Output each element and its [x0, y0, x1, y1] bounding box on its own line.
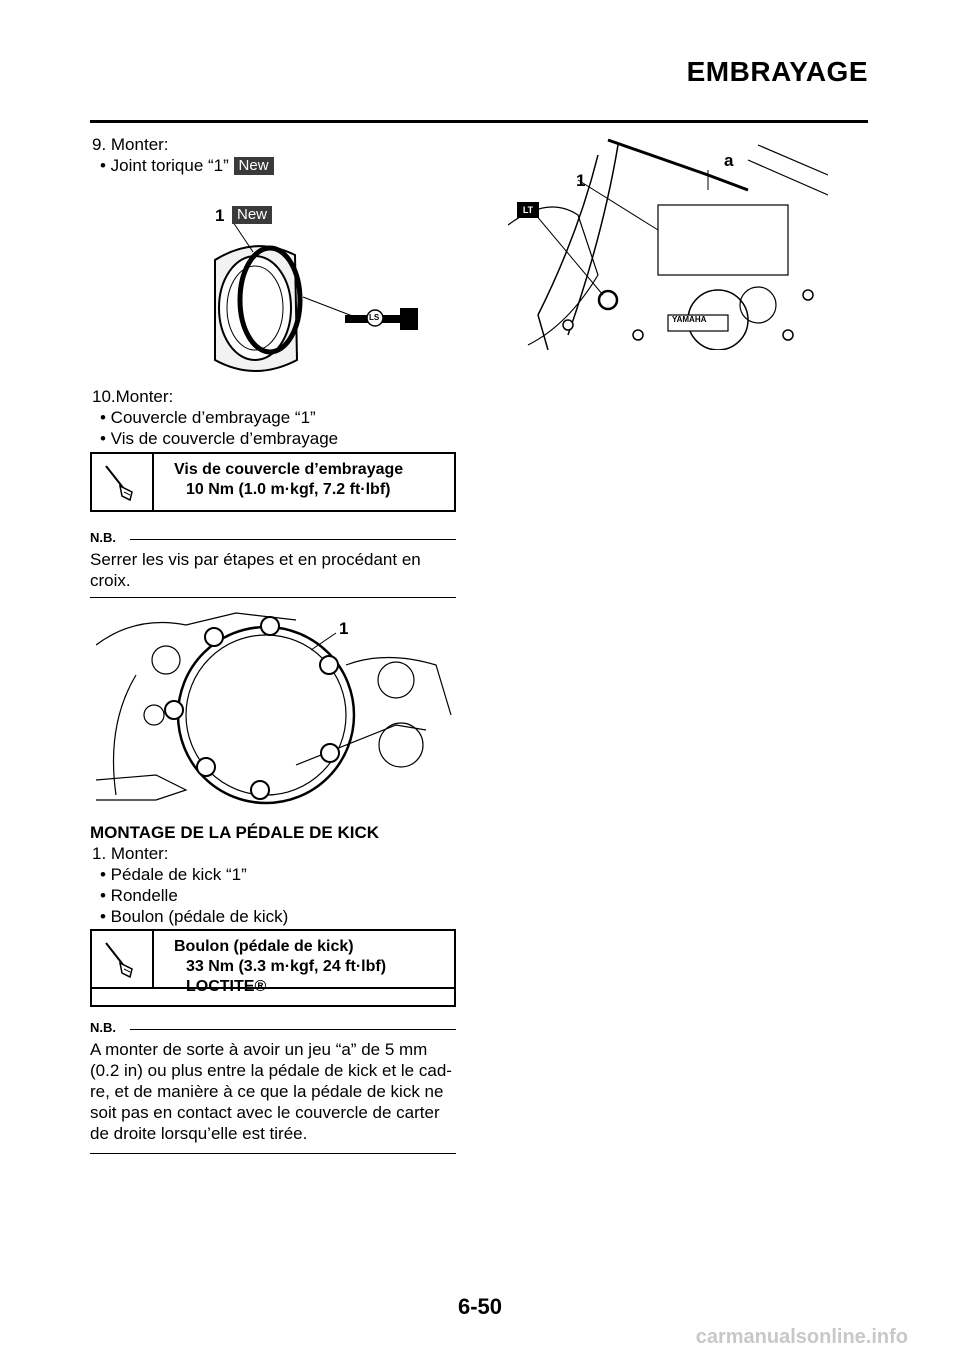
torque-spec-box-1 [90, 452, 456, 512]
step9-item [100, 155, 274, 176]
torque-spec-2-body [174, 937, 386, 997]
step9-item-text: • Joint torique “1” [100, 156, 229, 175]
fig2-callout: 1 [339, 619, 349, 638]
torque-spec-1-body [174, 460, 403, 500]
page-number: 6-50 [457, 1294, 503, 1319]
fig1-callout: 1 [215, 206, 225, 225]
nb2-line-4: soit pas en contact avec le couvercle de carter [90, 1103, 440, 1122]
torque-spec-1-value: 10 Nm (1.0 m·kgf, 7.2 ft·lbf) [186, 481, 391, 498]
nb2-line-3: re, et de manière à ce que la pédale de kick ne [90, 1082, 444, 1101]
clutch-cover-illustration [96, 605, 456, 805]
torque-spec-box-2 [90, 929, 456, 1007]
nb1-top-rule [130, 539, 456, 540]
page-title: EMBRAYAGE [686, 56, 868, 87]
nb2-bottom-rule [90, 1153, 456, 1154]
nb2-line-1: A monter de sorte à avoir un jeu “a” de 5 mm [90, 1040, 428, 1059]
torque-spec-2-extra: LOCTITE® [186, 978, 267, 995]
nb1-label: N.B. [90, 530, 116, 545]
nb2-line-5: de droite lorsqu’elle est tirée. [90, 1124, 308, 1143]
fig3-callout-a: a [724, 151, 734, 170]
nb2-line-2: (0.2 in) ou plus entre la pédale de kick et le cad- [90, 1061, 452, 1080]
torque-wrench-icon [102, 939, 142, 981]
torque-wrench-icon-cell [92, 454, 154, 510]
fig1-new-badge: New [232, 206, 272, 224]
lt-lube-label: LT [517, 202, 539, 218]
nb1-line-2: croix. [90, 571, 131, 590]
kick-item-3: • Boulon (pédale de kick) [100, 907, 289, 926]
header-rule [90, 120, 868, 123]
step9-label: 9. Monter: [92, 135, 169, 154]
kick-pedal-illustration [508, 135, 828, 350]
torque-wrench-icon-cell-2 [92, 931, 154, 989]
step10-label: 10.Monter: [92, 387, 174, 406]
o-ring-illustration [185, 200, 430, 385]
section-heading: MONTAGE DE LA PÉDALE DE KICK [90, 823, 380, 842]
torque-spec-1-title: Vis de couvercle d’embrayage [174, 461, 404, 478]
nb2-top-rule [130, 1029, 456, 1030]
kick-item-2: • Rondelle [100, 886, 178, 905]
nb1-line-1: Serrer les vis par étapes et en procédant en [90, 550, 421, 569]
kick-step-label: 1. Monter: [92, 844, 169, 863]
torque-wrench-icon [102, 462, 142, 504]
yamaha-brand-label: YAMAHA [672, 315, 707, 324]
watermark: carmanualsonline.info [695, 1326, 908, 1348]
fig3-callout-1: 1 [576, 171, 586, 190]
torque-spec-2-value: 33 Nm (3.3 m·kgf, 24 ft·lbf) [186, 958, 387, 975]
new-badge: New [234, 157, 274, 175]
step10-item-2: • Vis de couvercle d’embrayage [100, 429, 339, 448]
torque-spec-2-title: Boulon (pédale de kick) [174, 938, 354, 955]
kick-item-1: • Pédale de kick “1” [100, 865, 247, 884]
step10-item-1: • Couvercle d’embrayage “1” [100, 408, 316, 427]
nb2-label: N.B. [90, 1020, 116, 1035]
nb1-bottom-rule [90, 597, 456, 598]
ls-lube-label: LS [369, 313, 380, 322]
